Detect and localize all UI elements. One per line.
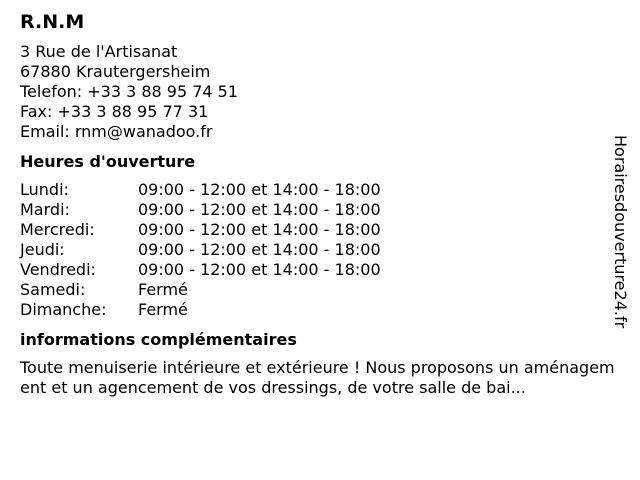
day-hours: 09:00 - 12:00 et 14:00 - 18:00 [138, 240, 381, 259]
hours-table [20, 180, 620, 320]
day-hours: 09:00 - 12:00 et 14:00 - 18:00 [138, 200, 381, 219]
day-hours: Fermé [138, 300, 188, 319]
business-name: R.N.M [20, 11, 85, 33]
day-hours: 09:00 - 12:00 et 14:00 - 18:00 [138, 260, 381, 279]
hours-row [20, 300, 620, 320]
info-title: informations complémentaires [20, 330, 297, 349]
business-card [20, 10, 620, 398]
hours-row [20, 280, 620, 300]
day-label: Dimanche: [20, 300, 107, 319]
day-hours: 09:00 - 12:00 et 14:00 - 18:00 [138, 220, 381, 239]
hours-row [20, 200, 620, 220]
day-label: Vendredi: [20, 260, 96, 279]
hours-row [20, 180, 620, 200]
hours-row [20, 220, 620, 240]
fax-line: Fax: +33 3 88 95 77 31 [20, 102, 209, 121]
hours-row [20, 240, 620, 260]
day-label: Lundi: [20, 180, 69, 199]
address-line-2: 67880 Krautergersheim [20, 62, 211, 81]
info-text: Toute menuiserie intérieure et extérieure ! Nous proposons un aménagement et un agencement de vos dressings, de votre salle de bai... [20, 358, 615, 397]
phone-line: Telefon: +33 3 88 95 74 51 [20, 82, 239, 101]
day-label: Samedi: [20, 280, 86, 299]
day-label: Jeudi: [20, 240, 65, 259]
hours-title: Heures d'ouverture [20, 152, 196, 171]
site-watermark: Horairesdouverture24.fr [611, 135, 630, 329]
hours-row [20, 260, 620, 280]
email-line: Email: rnm@wanadoo.fr [20, 122, 213, 141]
address-line-1: 3 Rue de l'Artisanat [20, 42, 178, 61]
day-hours: Fermé [138, 280, 188, 299]
day-hours: 09:00 - 12:00 et 14:00 - 18:00 [138, 180, 381, 199]
day-label: Mardi: [20, 200, 70, 219]
day-label: Mercredi: [20, 220, 95, 239]
